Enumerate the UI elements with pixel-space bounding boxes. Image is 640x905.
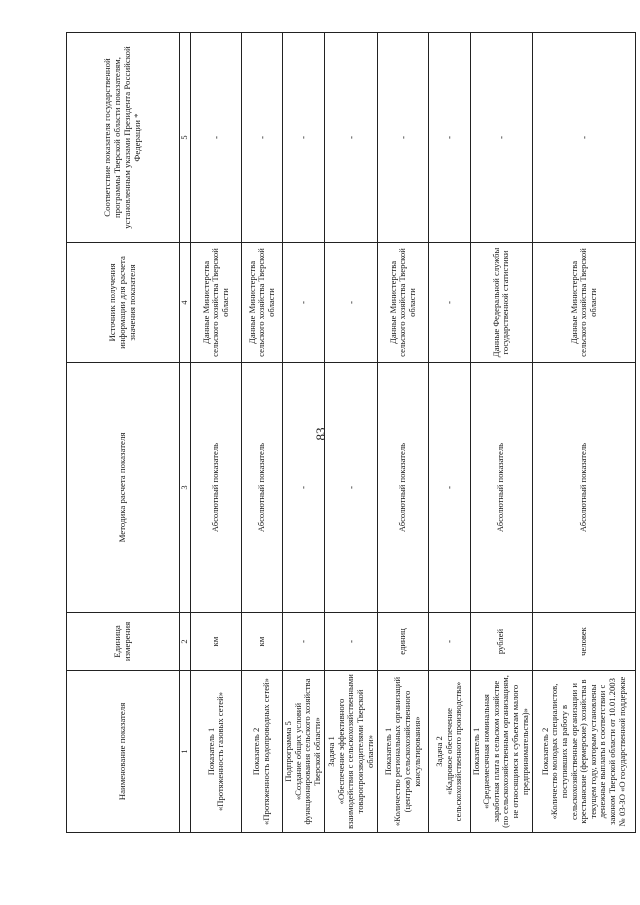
unit-cell: км	[242, 613, 282, 671]
source-cell: Данные Федеральной службы государственной статистики	[470, 243, 533, 363]
indicator-name-cell	[533, 671, 636, 833]
unit-cell: -	[282, 613, 325, 671]
table-row	[377, 33, 428, 833]
source-cell: Данные Министерства сельского хозяйства Тверской области	[191, 243, 242, 363]
column-number-row	[180, 33, 191, 833]
indicator-title: Показатель 2	[539, 727, 550, 776]
header-compliance: Соответствие показателя государственной программы Тверской области показателям, установленным указами Президента Российской Федерации *	[67, 33, 180, 243]
compliance-cell: -	[242, 33, 282, 243]
indicator-name-cell	[429, 671, 470, 833]
method-cell: Абсолютный показатель	[470, 363, 533, 613]
method-cell: -	[325, 363, 378, 613]
header-unit: Единица измерения	[67, 613, 180, 671]
method-cell: Абсолютный показатель	[533, 363, 636, 613]
table-row	[429, 33, 470, 833]
source-cell: Данные Министерства сельского хозяйства Тверской области	[377, 243, 428, 363]
table-row	[242, 33, 282, 833]
indicator-title: Показатель 1	[205, 727, 216, 776]
column-number: 4	[180, 243, 191, 363]
table-header-row	[67, 33, 180, 833]
compliance-cell: -	[282, 33, 325, 243]
compliance-cell: -	[325, 33, 378, 243]
column-number: 5	[180, 33, 191, 243]
column-number: 3	[180, 363, 191, 613]
indicator-title: Задача 1	[326, 736, 337, 767]
indicator-name-cell	[191, 671, 242, 833]
indicator-name-cell	[377, 671, 428, 833]
indicator-title: Показатель 1	[382, 727, 393, 776]
column-number: 1	[180, 671, 191, 833]
indicator-name-cell	[325, 671, 378, 833]
indicator-title: Показатель 1	[471, 727, 482, 776]
unit-cell: км	[191, 613, 242, 671]
method-cell: Абсолютный показатель	[242, 363, 282, 613]
indicator-text: «Количество молодых специалистов, поступивших на работу в сельскохозяйственные организации и крестьянские (фермерские) хозяйства в текущем году, которым установлены денежные выплаты в соответствии с законом Тверской области от 10.01.2003 № 03-ЗО «О государственной поддержке	[549, 676, 627, 827]
method-cell: -	[282, 363, 325, 613]
page-number: 83	[313, 427, 328, 441]
indicator-title: Подпрограмма 5	[283, 721, 294, 782]
rotated-table-container	[66, 33, 636, 833]
header-source: Источник получения информации для расчета значения показателя	[67, 243, 180, 363]
unit-cell: рублей	[470, 613, 533, 671]
indicator-text: «Кадровое обеспечение сельскохозяйственного производства»	[443, 681, 464, 822]
unit-cell: -	[429, 613, 470, 671]
indicator-name-cell	[242, 671, 282, 833]
indicators-table	[66, 32, 636, 833]
method-cell: Абсолютный показатель	[191, 363, 242, 613]
compliance-cell: -	[429, 33, 470, 243]
table-row	[191, 33, 242, 833]
header-method: Методика расчета показателя	[67, 363, 180, 613]
indicator-text: «Протяженность водопроводных сетей»	[261, 678, 272, 825]
indicator-title: Задача 2	[433, 736, 444, 767]
compliance-cell: -	[191, 33, 242, 243]
source-cell: Данные Министерства сельского хозяйства Тверской области	[242, 243, 282, 363]
unit-cell: -	[325, 613, 378, 671]
indicator-name-cell	[470, 671, 533, 833]
table-row	[533, 33, 636, 833]
table-row	[325, 33, 378, 833]
indicator-text: «Создание общих условий функционирования сельского хозяйства Тверской области»	[292, 678, 323, 825]
compliance-cell: -	[470, 33, 533, 243]
method-cell: Абсолютный показатель	[377, 363, 428, 613]
indicator-text: «Обеспечение эффективного взаимодействия с сельскохозяйственными товаропроизводителями Тверской области»	[335, 674, 375, 829]
indicator-text: «Среднемесячная номинальная заработная плата в сельском хозяйстве (по сельскохозяйственным организациям, не относящимся к субъектам малого предпринимательства)»	[481, 675, 530, 828]
header-indicator-name: Наименование показателя	[67, 671, 180, 833]
source-cell: -	[325, 243, 378, 363]
method-cell: -	[429, 363, 470, 613]
compliance-cell: -	[533, 33, 636, 243]
compliance-cell: -	[377, 33, 428, 243]
indicator-text: «Протяженность газовых сетей»	[215, 691, 226, 812]
column-number: 2	[180, 613, 191, 671]
indicator-name-cell	[282, 671, 325, 833]
indicator-text: «Количество региональных организаций (центров) сельскохозяйственного консультирования»	[392, 676, 422, 827]
table-row	[470, 33, 533, 833]
source-cell: -	[429, 243, 470, 363]
indicator-title: Показатель 2	[251, 727, 262, 776]
source-cell: Данные Министерства сельского хозяйства Тверской области	[533, 243, 636, 363]
table-row	[282, 33, 325, 833]
unit-cell: единиц	[377, 613, 428, 671]
source-cell: -	[282, 243, 325, 363]
unit-cell: человек	[533, 613, 636, 671]
